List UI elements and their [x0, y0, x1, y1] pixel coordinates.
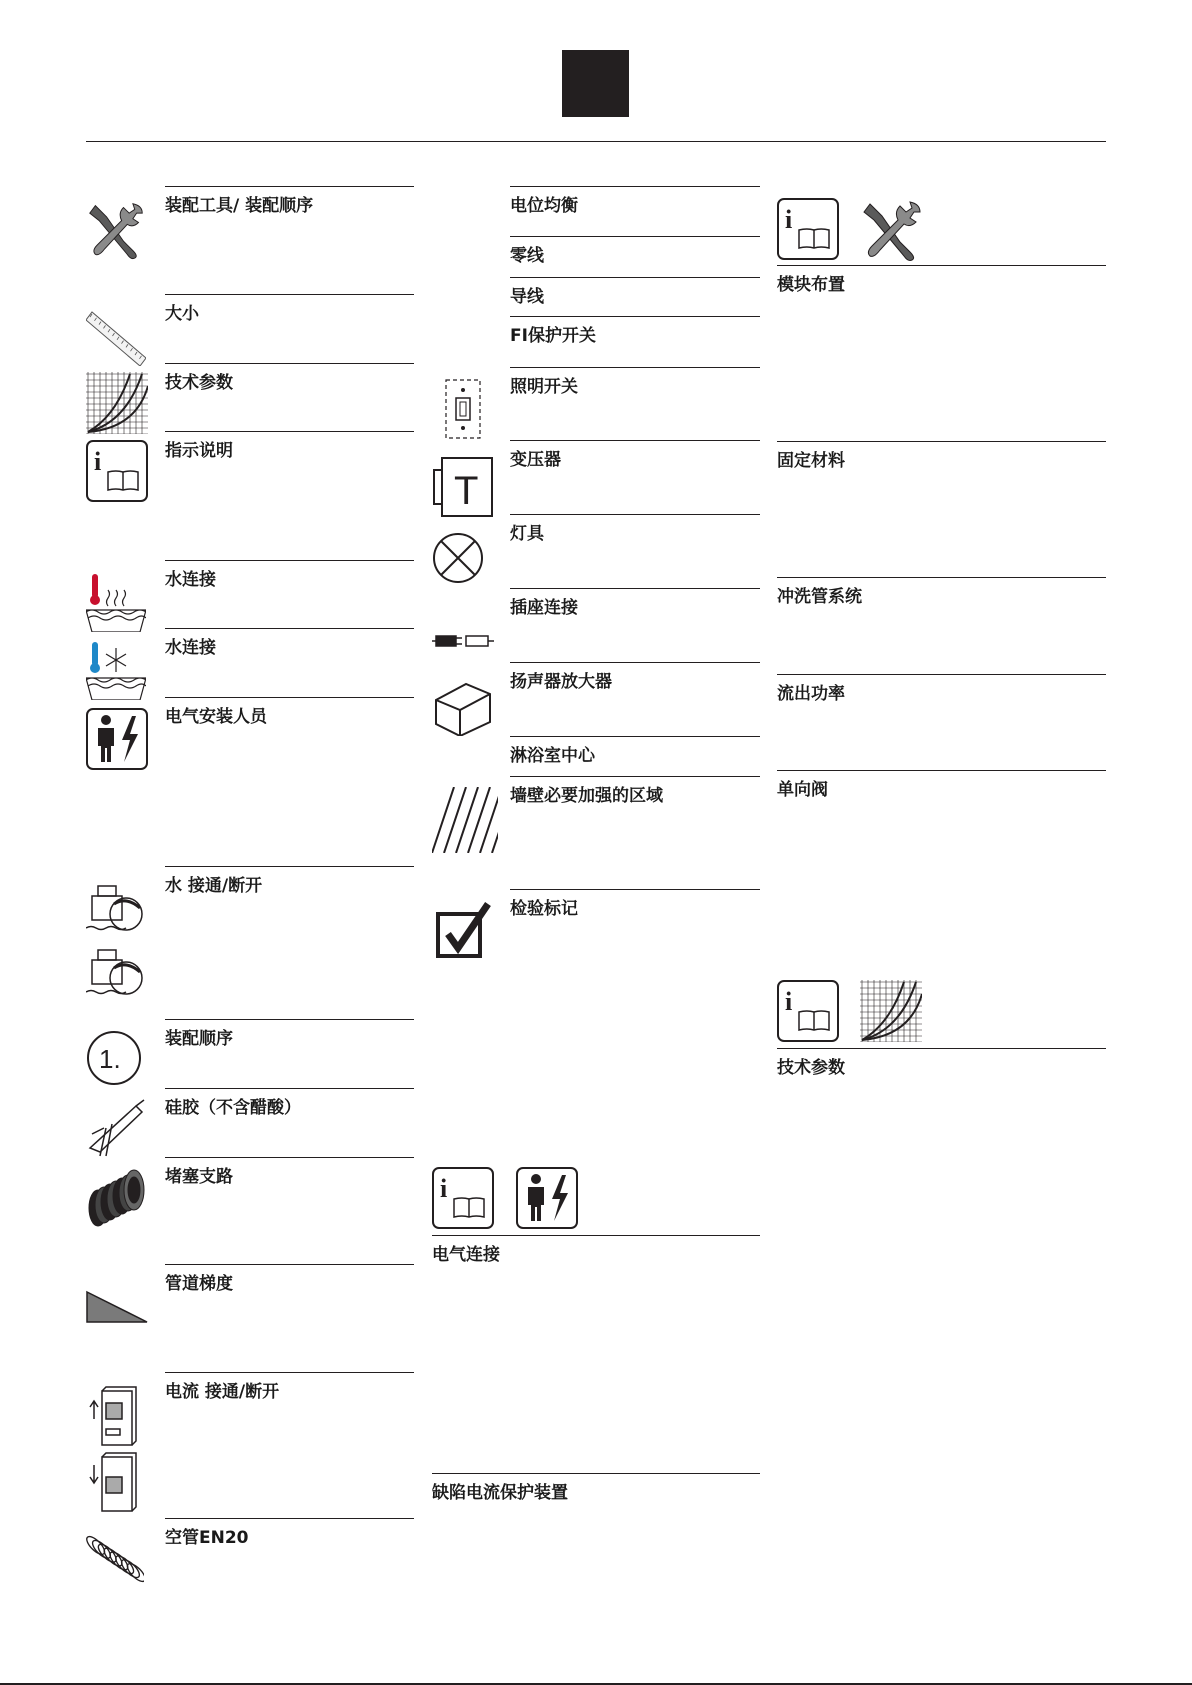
entry-rule [510, 186, 760, 187]
entry-rule [165, 1518, 414, 1519]
entry-rule [165, 294, 414, 295]
entry-label: 装配顺序 [165, 1029, 233, 1049]
entry-rule [432, 1473, 760, 1474]
entry-label: 冲洗管系统 [777, 587, 862, 607]
info-book-icon [432, 1167, 494, 1229]
box-icon [432, 676, 492, 736]
entry-label: 导线 [510, 287, 544, 307]
entry-rule [510, 736, 760, 737]
entry-rule [165, 1264, 414, 1265]
wrench-icon [860, 198, 924, 262]
entry-label: 水连接 [165, 570, 216, 590]
entry-label: 流出功率 [777, 684, 845, 704]
chart-grid-icon [860, 980, 922, 1042]
gradient-icon [86, 1290, 148, 1324]
entry-label: 淋浴室中心 [510, 746, 595, 766]
plug-connector-icon [432, 622, 494, 662]
fuse-box-icon [86, 1385, 146, 1515]
entry-rule [510, 277, 760, 278]
entry-rule [165, 866, 414, 867]
checkmark-icon [432, 900, 494, 962]
light-switch-icon [432, 378, 494, 440]
entry-rule [165, 363, 414, 364]
entry-label: 照明开关 [510, 377, 578, 397]
entry-rule [777, 441, 1106, 442]
entry-rule [165, 1088, 414, 1089]
entry-label: 墙壁必要加强的区域 [510, 786, 663, 806]
entry-rule [165, 1372, 414, 1373]
conduit-icon [86, 1530, 144, 1588]
entry-label: FI保护开关 [510, 326, 596, 346]
entry-rule [510, 316, 760, 317]
chart-grid-icon [86, 372, 148, 434]
entry-rule [165, 1019, 414, 1020]
entry-rule [510, 236, 760, 237]
entry-rule [432, 1235, 760, 1236]
entry-rule [510, 367, 760, 368]
entry-label: 硅胶（不含醋酸） [165, 1098, 301, 1118]
entry-label: 技术参数 [777, 1058, 845, 1078]
entry-rule [165, 560, 414, 561]
entry-rule [165, 431, 414, 432]
entry-label: 空管EN20 [165, 1528, 249, 1548]
plug-icon [86, 1168, 150, 1232]
entry-label: 技术参数 [165, 373, 233, 393]
entry-label: 指示说明 [165, 441, 233, 461]
entry-label: 电位均衡 [510, 196, 578, 216]
entry-label: 灯具 [510, 524, 544, 544]
entry-label: 堵塞支路 [165, 1167, 233, 1187]
entry-label: 装配工具/ 装配顺序 [165, 196, 314, 216]
language-marker-block [562, 50, 629, 117]
ruler-icon [86, 306, 146, 366]
info-book-icon [777, 980, 839, 1042]
entry-rule [510, 776, 760, 777]
electrician-icon [516, 1167, 578, 1229]
entry-rule [777, 577, 1106, 578]
entry-label: 零线 [510, 246, 544, 266]
entry-label: 电气连接 [432, 1245, 500, 1265]
entry-rule [510, 514, 760, 515]
entry-rule [165, 697, 414, 698]
entry-label: 固定材料 [777, 451, 845, 471]
svg-text:T: T [454, 469, 479, 513]
entry-label: 管道梯度 [165, 1274, 233, 1294]
entry-rule [510, 889, 760, 890]
entry-label: 模块布置 [777, 275, 845, 295]
entry-rule [777, 770, 1106, 771]
lamp-icon [432, 532, 484, 584]
hatch-icon [432, 787, 498, 853]
transformer-icon [432, 456, 494, 518]
entry-label: 缺陷电流保护装置 [432, 1483, 568, 1503]
entry-rule [165, 628, 414, 629]
hot-water-icon [86, 572, 146, 632]
entry-rule [777, 674, 1106, 675]
entry-label: 电气安装人员 [165, 707, 267, 727]
entry-label: 插座连接 [510, 598, 578, 618]
cold-water-icon [86, 640, 146, 700]
entry-rule [777, 265, 1106, 266]
valve-icon [86, 880, 146, 1010]
silicone-gun-icon [86, 1098, 146, 1158]
entry-rule [510, 662, 760, 663]
entry-label: 检验标记 [510, 899, 578, 919]
entry-rule [510, 588, 760, 589]
svg-text:1.: 1. [99, 1044, 121, 1074]
entry-rule [165, 186, 414, 187]
entry-rule [777, 1048, 1106, 1049]
wrench-icon [86, 200, 146, 260]
info-book-icon [777, 198, 839, 260]
entry-label: 水 接通/断开 [165, 876, 263, 896]
step-one-icon [86, 1030, 142, 1086]
entry-label: 单向阀 [777, 780, 828, 800]
electrician-icon [86, 708, 148, 770]
entry-label: 电流 接通/断开 [165, 1382, 280, 1402]
header-divider [86, 141, 1106, 142]
entry-label: 变压器 [510, 450, 561, 470]
entry-label: 大小 [165, 304, 199, 324]
entry-label: 水连接 [165, 638, 216, 658]
entry-rule [165, 1157, 414, 1158]
info-book-icon [86, 440, 148, 502]
entry-rule [510, 440, 760, 441]
entry-label: 扬声器放大器 [510, 672, 612, 692]
